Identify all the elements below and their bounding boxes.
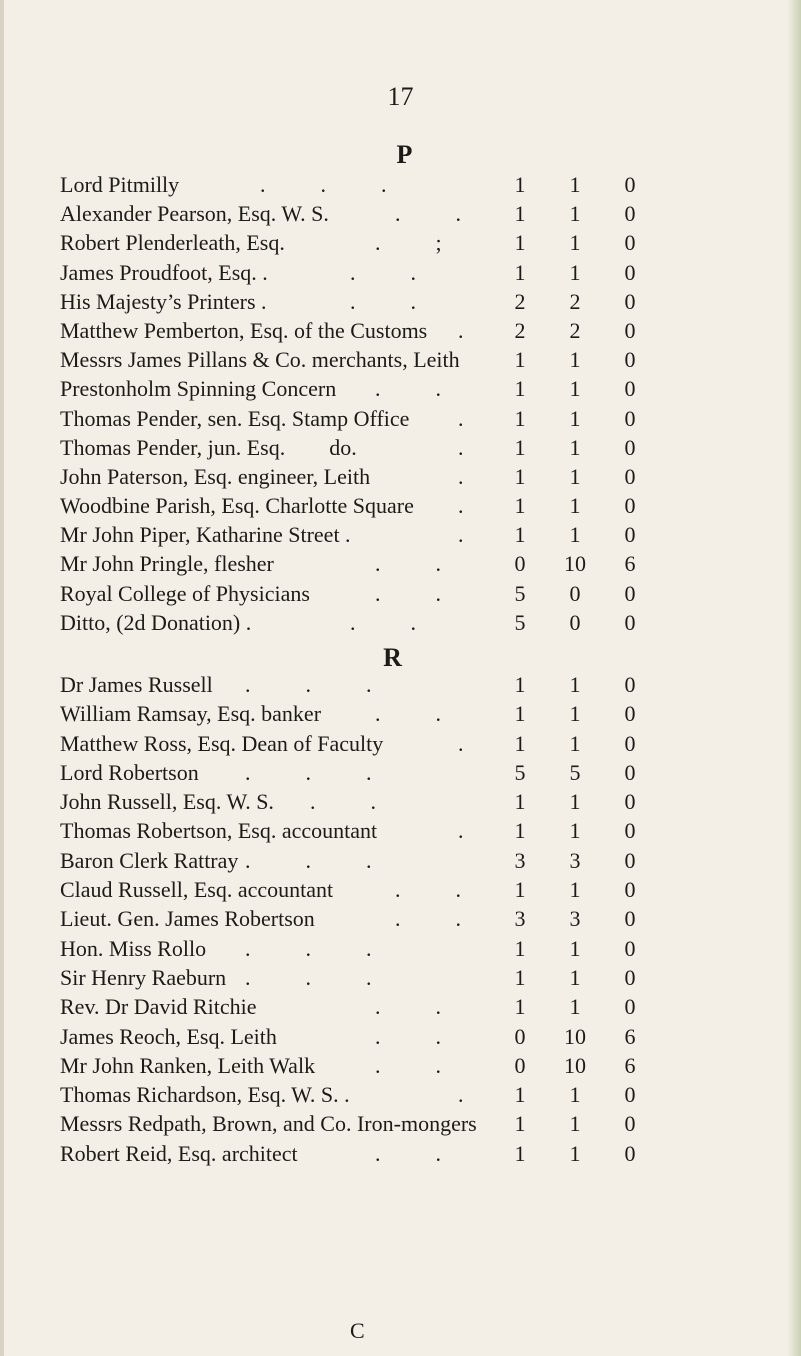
- list-item: [60, 1139, 760, 1168]
- amount-pounds: 1: [514, 405, 526, 431]
- amount-pence: 0: [624, 789, 636, 815]
- subscriber-name: Thomas Robertson, Esq. accountant: [60, 818, 378, 844]
- subscriber-name: Rev. Dr David Ritchie: [60, 994, 257, 1020]
- leader-dots: . .: [375, 701, 441, 727]
- subscriber-name: Thomas Pender, jun. Esq. do.: [60, 434, 357, 460]
- list-item: [60, 404, 760, 433]
- subscriber-name: Dr James Russell: [60, 672, 213, 697]
- amount-pounds: 1: [514, 1082, 526, 1108]
- list-item: [60, 699, 760, 728]
- amount-shillings: 2: [569, 288, 581, 314]
- amount-pounds: 3: [514, 847, 526, 873]
- amount-pounds: 1: [514, 964, 526, 990]
- amount-pounds: 2: [514, 317, 526, 343]
- amount-pounds: 1: [514, 434, 526, 460]
- subscriber-name: Woodbine Parish, Esq. Charlotte Square: [60, 493, 414, 519]
- amount-pence: 0: [624, 405, 636, 431]
- list-item: [60, 816, 760, 845]
- amount-pence: 0: [624, 818, 636, 844]
- amount-pence: 0: [624, 376, 636, 402]
- amount-pence: 0: [624, 935, 636, 961]
- section-heading-r: R: [383, 643, 402, 672]
- page-right-edge-shade: [787, 0, 801, 1356]
- amount-pounds: 1: [514, 935, 526, 961]
- list-item: [60, 1022, 760, 1051]
- leader-dots: .: [458, 730, 464, 756]
- amount-shillings: 1: [569, 493, 581, 519]
- subscriber-name: James Proudfoot, Esq. .: [60, 259, 268, 285]
- amount-shillings: 1: [569, 1140, 581, 1166]
- subscriber-name: Sir Henry Raeburn: [60, 964, 227, 990]
- subscriber-name: Baron Clerk Rattray: [60, 847, 239, 873]
- list-item: [60, 608, 760, 637]
- amount-pence: 0: [624, 672, 636, 697]
- subscriber-name: Messrs James Pillans & Co. merchants, Leith: [60, 347, 460, 373]
- amount-shillings: 1: [569, 347, 581, 373]
- amount-shillings: 1: [569, 201, 581, 227]
- amount-pence: 0: [624, 1111, 636, 1137]
- amount-shillings: 3: [569, 906, 581, 932]
- amount-pounds: 5: [514, 759, 526, 785]
- leader-dots: . .: [350, 609, 416, 635]
- amount-pence: 0: [624, 463, 636, 489]
- subscriber-name: Matthew Pemberton, Esq. of the Customs: [60, 317, 428, 343]
- amount-pence: 0: [624, 1082, 636, 1108]
- amount-pounds: 1: [514, 994, 526, 1020]
- amount-shillings: 3: [569, 847, 581, 873]
- subscriber-name: His Majesty’s Printers .: [60, 288, 267, 314]
- subscriber-name: Thomas Richardson, Esq. W. S. .: [60, 1082, 350, 1108]
- leader-dots: . .: [375, 376, 441, 402]
- amount-pounds: 1: [514, 730, 526, 756]
- amount-shillings: 1: [569, 1082, 581, 1108]
- subscriber-name: John Paterson, Esq. engineer, Leith: [60, 463, 371, 489]
- leader-dots: .: [458, 317, 464, 343]
- amount-shillings: 1: [569, 376, 581, 402]
- amount-shillings: 1: [569, 405, 581, 431]
- amount-shillings: 1: [569, 230, 581, 256]
- leader-dots: . .: [395, 906, 461, 932]
- amount-pounds: 5: [514, 580, 526, 606]
- amount-pounds: 1: [514, 230, 526, 256]
- amount-pounds: 1: [514, 672, 526, 697]
- list-item: [60, 846, 760, 875]
- amount-pence: 0: [624, 580, 636, 606]
- list-item: [60, 170, 760, 199]
- list-item: [60, 287, 760, 316]
- list-item: [60, 579, 760, 608]
- list-item: [60, 433, 760, 462]
- subscriber-name: Claud Russell, Esq. accountant: [60, 877, 334, 903]
- list-item: [60, 462, 760, 491]
- amount-pounds: 1: [514, 347, 526, 373]
- list-item: [60, 729, 760, 758]
- amount-shillings: 1: [569, 259, 581, 285]
- amount-pounds: 0: [514, 551, 526, 577]
- leader-dots: .: [458, 493, 464, 519]
- amount-pence: 0: [624, 994, 636, 1020]
- leader-dots: .: [458, 1082, 464, 1108]
- amount-pence: 0: [624, 847, 636, 873]
- amount-pounds: 1: [514, 818, 526, 844]
- subscriber-list-r: [60, 670, 760, 1168]
- amount-pence: 0: [624, 730, 636, 756]
- subscriber-name: Hon. Miss Rollo: [60, 935, 207, 961]
- amount-pence: 0: [624, 172, 636, 197]
- amount-pounds: 1: [514, 259, 526, 285]
- subscriber-name: Lieut. Gen. James Robertson: [60, 906, 315, 932]
- amount-pence: 6: [624, 551, 636, 577]
- list-item: [60, 1109, 760, 1138]
- amount-shillings: 1: [569, 522, 581, 548]
- list-item: [60, 258, 760, 287]
- subscriber-name: Mr John Ranken, Leith Walk: [60, 1052, 316, 1078]
- amount-pence: 0: [624, 522, 636, 548]
- leader-dots: . .: [395, 201, 461, 227]
- list-item: [60, 1080, 760, 1109]
- subscriber-name: Royal College of Physicians: [60, 580, 310, 606]
- subscriber-name: Lord Pitmilly: [60, 172, 180, 197]
- amount-pounds: 1: [514, 789, 526, 815]
- list-item: [60, 934, 760, 963]
- amount-pounds: 1: [514, 1140, 526, 1166]
- amount-pence: 0: [624, 759, 636, 785]
- list-item: [60, 549, 760, 578]
- list-item: [60, 1051, 760, 1080]
- leader-dots: . .: [350, 288, 416, 314]
- amount-pence: 0: [624, 609, 636, 635]
- leader-dots: . . .: [245, 672, 372, 697]
- amount-pounds: 1: [514, 376, 526, 402]
- subscriber-name: Mr John Pringle, flesher: [60, 551, 274, 577]
- subscriber-name: Ditto, (2d Donation) .: [60, 609, 252, 635]
- amount-pounds: 1: [514, 701, 526, 727]
- leader-dots: . .: [350, 259, 416, 285]
- amount-pence: 0: [624, 230, 636, 256]
- amount-shillings: 10: [564, 1023, 586, 1049]
- leader-dots: . . .: [260, 172, 387, 197]
- amount-pounds: 1: [514, 1111, 526, 1137]
- list-item: [60, 963, 760, 992]
- leader-dots: . .: [310, 789, 376, 815]
- leader-dots: . .: [375, 994, 441, 1020]
- amount-shillings: 1: [569, 1111, 581, 1137]
- page-number: 17: [387, 82, 414, 111]
- subscriber-name: John Russell, Esq. W. S.: [60, 789, 274, 815]
- section-heading-p: P: [396, 140, 413, 169]
- list-item: [60, 520, 760, 549]
- leader-dots: .: [458, 522, 464, 548]
- subscriber-name: Mr John Piper, Katharine Street .: [60, 522, 351, 548]
- leader-dots: . .: [395, 877, 461, 903]
- subscriber-name: Prestonholm Spinning Concern: [60, 376, 337, 402]
- amount-pounds: 3: [514, 906, 526, 932]
- subscriber-name: Messrs Redpath, Brown, and Co. Iron-mongers: [60, 1111, 477, 1137]
- amount-pence: 0: [624, 259, 636, 285]
- amount-pence: 0: [624, 1140, 636, 1166]
- amount-shillings: 1: [569, 172, 581, 197]
- list-item: [60, 758, 760, 787]
- subscriber-list-p: [60, 170, 760, 637]
- list-item: [60, 228, 760, 257]
- amount-pence: 0: [624, 434, 636, 460]
- amount-pence: 0: [624, 347, 636, 373]
- amount-pounds: 1: [514, 877, 526, 903]
- leader-dots: .: [458, 405, 464, 431]
- amount-shillings: 2: [569, 317, 581, 343]
- amount-pounds: 1: [514, 201, 526, 227]
- amount-pence: 0: [624, 288, 636, 314]
- amount-pence: 0: [624, 493, 636, 519]
- amount-shillings: 1: [569, 434, 581, 460]
- page-left-edge: [0, 0, 4, 1356]
- amount-pence: 0: [624, 317, 636, 343]
- amount-shillings: 10: [564, 1052, 586, 1078]
- subscriber-name: Thomas Pender, sen. Esq. Stamp Office: [60, 405, 410, 431]
- amount-shillings: 10: [564, 551, 586, 577]
- subscriber-name: Robert Reid, Esq. architect: [60, 1140, 298, 1166]
- leader-dots: . .: [375, 1023, 441, 1049]
- leader-dots: . . .: [245, 759, 372, 785]
- amount-shillings: 5: [569, 759, 581, 785]
- amount-shillings: 1: [569, 789, 581, 815]
- amount-shillings: 1: [569, 730, 581, 756]
- subscriber-name: William Ramsay, Esq. banker: [60, 701, 322, 727]
- list-item: [60, 316, 760, 345]
- list-item: [60, 787, 760, 816]
- subscriber-name: Matthew Ross, Esq. Dean of Faculty: [60, 730, 384, 756]
- amount-pence: 0: [624, 701, 636, 727]
- leader-dots: . .: [375, 1140, 441, 1166]
- amount-pounds: 1: [514, 463, 526, 489]
- amount-shillings: 1: [569, 672, 581, 697]
- list-item: [60, 491, 760, 520]
- leader-dots: .: [458, 818, 464, 844]
- leader-dots: . ;: [375, 230, 442, 256]
- amount-shillings: 0: [569, 609, 581, 635]
- amount-pence: 0: [624, 964, 636, 990]
- subscriber-name: Robert Plenderleath, Esq.: [60, 230, 285, 256]
- list-item: [60, 199, 760, 228]
- leader-dots: . .: [375, 580, 441, 606]
- amount-pounds: 1: [514, 172, 526, 197]
- amount-shillings: 1: [569, 964, 581, 990]
- subscriber-name: James Reoch, Esq. Leith: [60, 1023, 277, 1049]
- list-item: [60, 670, 760, 699]
- amount-shillings: 1: [569, 463, 581, 489]
- amount-shillings: 1: [569, 935, 581, 961]
- amount-shillings: 1: [569, 818, 581, 844]
- leader-dots: . .: [375, 551, 441, 577]
- amount-pounds: 0: [514, 1052, 526, 1078]
- amount-pounds: 1: [514, 493, 526, 519]
- amount-pounds: 0: [514, 1023, 526, 1049]
- list-item: [60, 875, 760, 904]
- amount-shillings: 1: [569, 877, 581, 903]
- amount-pence: 0: [624, 906, 636, 932]
- subscriber-name: Lord Robertson: [60, 759, 199, 785]
- amount-pounds: 1: [514, 522, 526, 548]
- amount-pence: 0: [624, 877, 636, 903]
- leader-dots: . . .: [245, 964, 372, 990]
- amount-pounds: 2: [514, 288, 526, 314]
- leader-dots: .: [458, 463, 464, 489]
- list-item: [60, 904, 760, 933]
- amount-pence: 6: [624, 1023, 636, 1049]
- amount-shillings: 1: [569, 701, 581, 727]
- leader-dots: . .: [375, 1052, 441, 1078]
- list-item: [60, 992, 760, 1021]
- list-item: [60, 345, 760, 374]
- leader-dots: . . .: [245, 847, 372, 873]
- amount-pence: 0: [624, 201, 636, 227]
- leader-dots: .: [458, 434, 464, 460]
- catchword: C: [350, 1318, 365, 1343]
- amount-shillings: 0: [569, 580, 581, 606]
- amount-pence: 6: [624, 1052, 636, 1078]
- list-item: [60, 374, 760, 403]
- amount-shillings: 1: [569, 994, 581, 1020]
- amount-pounds: 5: [514, 609, 526, 635]
- subscriber-name: Alexander Pearson, Esq. W. S.: [60, 201, 329, 227]
- leader-dots: . . .: [245, 935, 372, 961]
